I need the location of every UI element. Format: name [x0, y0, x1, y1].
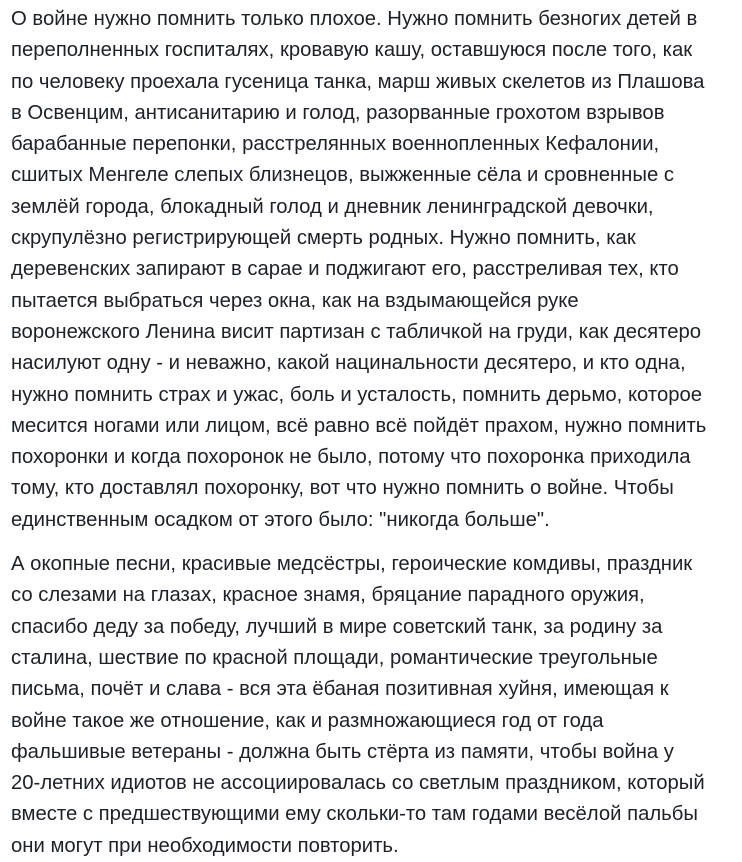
text-line: тому, кто доставлял похоронку, вот что нужно помнить о войне. Чтобы: [11, 477, 674, 500]
text-line: спасибо деду за победу, лучший в мире советский танк, за родину за: [11, 615, 663, 638]
text-line: землёй города, блокадный голод и дневник ленинградской девочки,: [11, 195, 654, 218]
paragraph-2: [11, 549, 741, 862]
text-line: войне такое же отношение, как и размножающиеся год от года: [11, 709, 604, 732]
text-line: вместе с предшествующими ему скольки-то там годами весёлой пальбы: [11, 803, 698, 826]
text-line: переполненных госпиталях, кровавую кашу, оставшуюся после того, как: [11, 39, 693, 62]
text-line: пытается выбраться через окна, как на вздымающейся руке: [11, 289, 579, 312]
text-line: со слезами на глазах, красное знамя, бряцание парадного оружия,: [11, 584, 645, 607]
text-line: они могут при необходимости повторить.: [11, 834, 399, 857]
text-line: похоронки и когда похоронок не было, потому что похоронка приходила: [11, 446, 691, 469]
text-line: О войне нужно помнить только плохое. Нужно помнить безногих детей в: [11, 8, 698, 30]
text-line: насилуют одну - и неважно, какой нацинальности десятеро, и кто одна,: [11, 352, 686, 375]
text-line: сталина, шествие по красной площади, романтические треугольные: [11, 646, 658, 669]
text-line: сшитых Менгеле слепых близнецов, выжженные сёла и сровненные с: [11, 164, 675, 187]
text-line: 20-летних идиотов не ассоциировалась со светлым праздником, который: [11, 772, 705, 795]
text-line: барабанные перепонки, расстрелянных военнопленных Кефалонии,: [11, 133, 660, 156]
text-line: единственным осадком от этого было: "никогда больше".: [11, 508, 550, 531]
text-line: письма, почёт и слава - вся эта ёбаная позитивная хуйня, имеющая к: [11, 678, 669, 701]
text-line: деревенских запирают в сарае и поджигают его, расстреливая тех, кто: [11, 258, 679, 281]
text-line: А окопные песни, красивые медсёстры, героические комдивы, праздник: [11, 553, 693, 576]
text-line: фальшивые ветераны - должна быть стёрта из памяти, чтобы война у: [11, 740, 674, 763]
paragraph-1: [11, 4, 741, 536]
text-line: скрупулёзно регистрирующей смерть родных. Нужно помнить, как: [11, 227, 636, 250]
text-line: в Освенцим, антисанитарию и голод, разорванные грохотом взрывов: [11, 101, 665, 124]
text-line: воронежского Ленина висит партизан с табличкой на груди, как десятеро: [11, 320, 702, 343]
text-line: по человеку проехала гусеница танка, марш живых скелетов из Плашова: [11, 70, 705, 93]
post-body: [11, 4, 741, 862]
text-line: нужно помнить страх и ужас, боль и усталость, помнить дерьмо, которое: [11, 383, 703, 406]
text-line: месится ногами или лицом, всё равно всё пойдёт прахом, нужно помнить: [11, 414, 707, 437]
